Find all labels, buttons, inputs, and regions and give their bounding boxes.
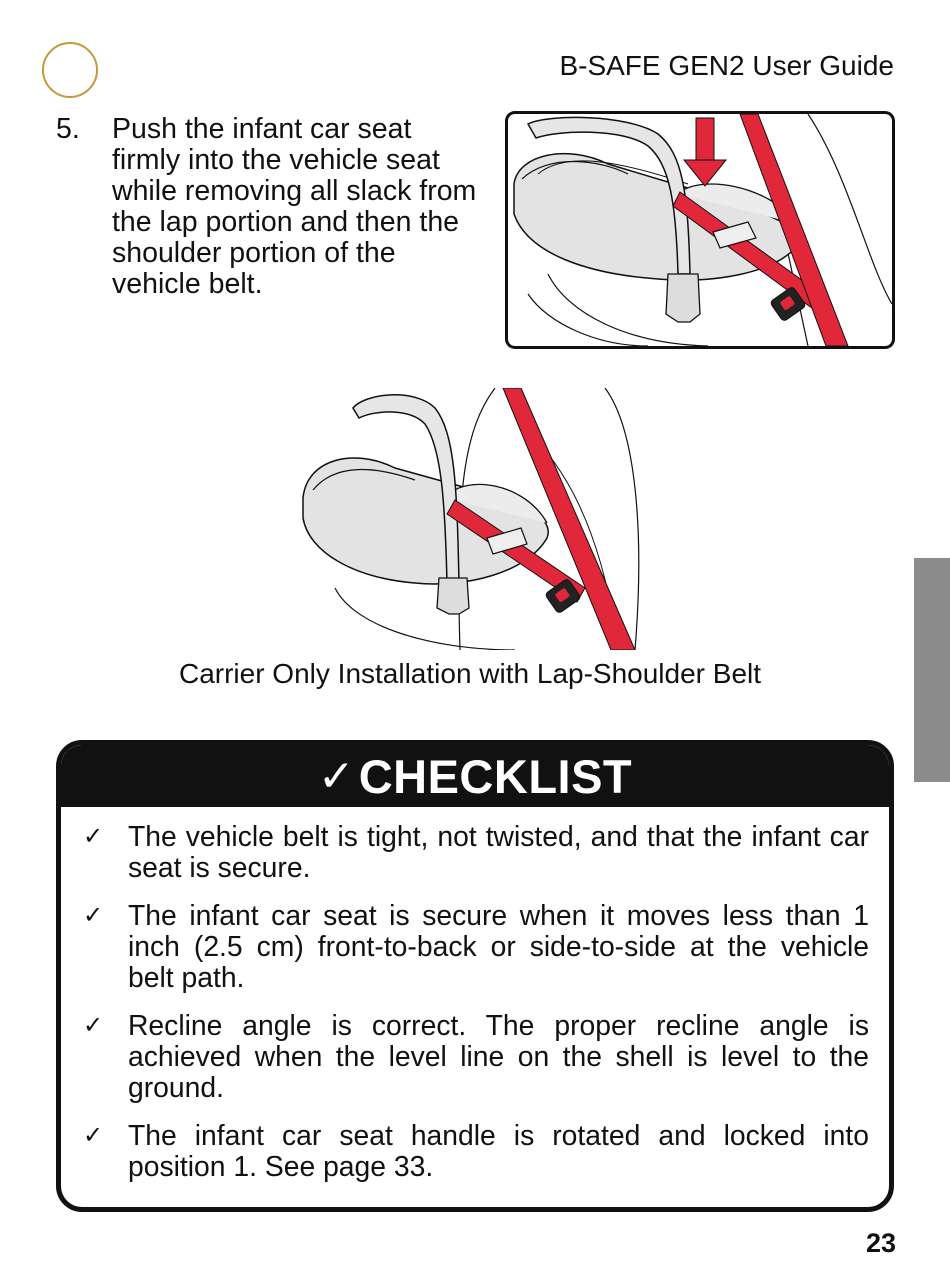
illustration-push-seat-drawing <box>508 114 892 346</box>
side-tab-marker <box>914 558 950 782</box>
checklist-title: CHECKLIST <box>358 749 633 803</box>
figure-caption: Carrier Only Installation with Lap-Shoulder Belt <box>178 658 762 689</box>
check-icon: ✓ <box>83 901 104 929</box>
illustration-lap-shoulder-belt-drawing <box>295 388 655 650</box>
checklist-box <box>56 740 894 1212</box>
checklist-items <box>61 807 889 1182</box>
checklist-item-text: The infant car seat handle is rotated and locked into position 1. See page 33. <box>128 1119 869 1182</box>
checklist-item-text: The vehicle belt is tight, not twisted, and that the infant car seat is secure. <box>128 820 869 883</box>
illustration-push-seat <box>505 111 895 349</box>
checklist-item-text: Recline angle is correct. The proper recline angle is achieved when the level line on the shell is level to the ground. <box>128 1009 869 1103</box>
corner-circle-mark <box>42 42 98 98</box>
page-number: 23 <box>865 1228 896 1258</box>
check-icon: ✓ <box>83 822 104 850</box>
checklist-item-text: The infant car seat is secure when it moves less than 1 inch (2.5 cm) front-to-back or side-to-side at the vehicle belt path. <box>128 899 869 993</box>
checklist-item <box>83 1120 869 1182</box>
checklist-item <box>83 1010 869 1103</box>
checklist-item <box>83 821 869 883</box>
step-text: Push the infant car seat firmly into the vehicle seat while removing all slack from the lap portion and then the shoulder portion of the vehicle belt. <box>112 113 477 300</box>
check-icon: ✓ <box>83 1121 104 1149</box>
header-title: B-SAFE GEN2 User Guide <box>559 50 894 81</box>
checklist-item <box>83 900 869 993</box>
check-icon: ✓ <box>83 1011 104 1039</box>
step-5 <box>56 114 486 300</box>
step-number: 5. <box>56 113 80 145</box>
checklist-header <box>61 745 889 807</box>
illustration-lap-shoulder-belt <box>295 388 655 650</box>
check-icon: ✓ <box>317 750 355 802</box>
down-arrow-icon <box>684 118 726 186</box>
